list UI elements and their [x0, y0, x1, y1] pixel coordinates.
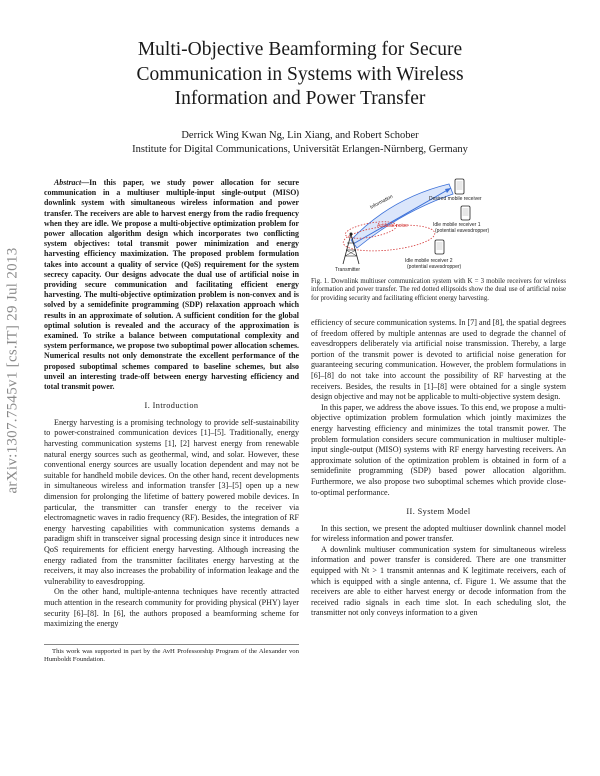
title-line-1: Multi-Objective Beamforming for Secure: [137, 39, 463, 60]
idle-receiver-2-label-2: (potential eavesdropper): [407, 264, 462, 270]
title-line-3: Information and Power Transfer: [174, 88, 426, 109]
right-paragraph-1: efficiency of secure communication systems. In [7] and [8], the spatial degrees of freedom offered by multiple antennas are used to degrade the channel of eavesdroppers deliberately via artificial noise transmission. Thereby, a large portion of the transmit power is devoted to artificial noise generation for guaranteeing securing communication. However, the problem formulations in [6]–[8] do not take into account the possibility of RF harvesting at the receivers. Besides, the results in [1]–[8] were obtained for a single system design objective and may not be applicable to multi-objective system design.: [311, 318, 566, 402]
left-column: [44, 178, 299, 665]
system-diagram: [311, 178, 566, 278]
abstract: [44, 178, 299, 392]
artificial-noise-label: Artificial noise: [377, 223, 408, 229]
idle-receiver-2-label-1: Idle mobile receiver 2: [405, 258, 453, 264]
arxiv-stamp-text: arXiv:1307.7545v1 [cs.IT] 29 Jul 2013: [4, 246, 21, 494]
affiliation: Institute for Digital Communications, Universität Erlangen-Nürnberg, Germany: [132, 144, 468, 155]
idle-receiver-1-label-2: (potential eavesdropper): [435, 228, 490, 234]
arxiv-stamp: [0, 200, 26, 540]
transmitter-label: Transmitter: [335, 267, 361, 273]
abstract-label: Abstract: [54, 178, 82, 187]
desired-receiver-label: Desired mobile receiver: [429, 196, 482, 202]
paper-title: [50, 38, 550, 112]
idle-receiver-2-screen: [437, 242, 443, 250]
section-heading-introduction: I. Introduction: [144, 401, 199, 411]
intro-paragraph-2: On the other hand, multiple-antenna techniques have recently attracted much attention in the research community for providing physical (PHY) layer security [6]–[8]. In [6], the authors proposed a beamforming scheme for maximizing the energy: [44, 587, 299, 629]
figure-1: [311, 178, 566, 278]
right-paragraph-3: In this section, we present the adopted multiuser downlink channel model for wireless information and power transfer.: [311, 523, 566, 544]
footnote: This work was supported in part by the AvH Professorship Program of the Alexander von Humboldt Foundation.: [44, 644, 299, 665]
right-paragraph-2: In this paper, we address the above issues. To this end, we propose a multi-objective optimization problem formulation which jointly maximizes the energy harvesting efficiency and minimizes the total transmit power. The problem formulation considers secure communication in multiuser multiple-input single-output (MISO) systems with RF energy harvesting receivers. An approximate solution of the optimization problem is obtained in form of a semidefinite programming (SDP) based power allocation algorithm. Furthermore, we also propose two suboptimal schemes which provide close-to-optimal performance.: [311, 402, 566, 497]
intro-paragraph-1: Energy harvesting is a promising technology to provide self-sustainability to power-constrained communication devices [1]–[5]. Traditionally, energy harvesting communication systems [1], [2] harvest energy from renewable natural energy sources such as geothermal, wind, and solar. However, these conventional energy sources are usually location dependent and may not be suitable for handheld mobile devices. On the other hand, recent developments in simultaneous wireless and information transfer [3]–[5] open up a new dimension for prolonging the lifetime of battery powered mobile devices. In particular, the transmitter can transfer energy to the receiver via electromagnetic waves in radio frequency (RF). Besides, the integration of RF energy harvesting capabilities with communication systems demands a paradigm shift in transceiver signal processing design since it introduces new QoS requirements for efficient energy harvesting. Although increasing the energy radiated from the transmitter facilitates energy harvesting at the receivers, it may also increases the probability of information leakage and the vulnerability to eavesdropping.: [44, 417, 299, 586]
information-label: Information: [369, 193, 395, 211]
idle-receiver-1-label-1: Idle mobile receiver 1: [433, 222, 481, 228]
author-list: Derrick Wing Kwan Ng, Lin Xiang, and Robert Schober: [181, 130, 419, 141]
desired-receiver-screen: [457, 181, 463, 190]
section-heading-system-model: II. System Model: [406, 507, 471, 517]
right-paragraph-4: A downlink multiuser communication system for simultaneous wireless information and power transfer is considered. There are one transmitter equipped with Nt > 1 transmit antennas and K legitimate receivers, each of which is equipped with a single antenna, cf. Figure 1. We assume that the receivers are able to either harvest energy or decode information from the received radio signals in each time slot. In each scheduling slot, the transmitter not only conveys information to a given: [311, 544, 566, 618]
idle-receiver-1-screen: [463, 208, 469, 216]
title-line-2: Communication in Systems with Wireless: [136, 63, 464, 85]
figure-caption: Fig. 1. Downlink multiuser communication system with K = 3 mobile receivers for wireless information and power transfer. The red dotted ellipsoids show the dual use of artificial noise for providing security and facilitating efficient energy harvesting.: [311, 278, 566, 302]
abstract-text: —In this paper, we study power allocation for secure communication in a multiuser multiple-input single-output (MISO) downlink system with simultaneous wireless information and power transfer. The receivers are able to harvest energy from the radio frequency when they are idle. We propose a multi-objective optimization problem for power allocation algorithm design which incorporates two conflicting system objectives: total transmit power minimization and energy harvesting efficiency maximization. The proposed problem formulation takes into account a quality of service (QoS) requirement for the system secrecy capacity. Our designs advocate the dual use of artificial noise in providing secure communication and facilitating efficient energy harvesting. The multi-objective optimization problem is non-convex and is solved by a semidefinite programming (SDP) relaxation approach which results in an approximate of solution. A sufficient condition for the global optimal solution is revealed and the accuracy of the approximation is examined. To strike a balance between computational complexity and system performance, we propose two suboptimal power allocation schemes. Numerical results not only demonstrate the excellent performance of the proposed suboptimal schemes compared to baseline schemes, but also unveil an interesting trade-off between energy harvesting efficiency and total transmit power.: [44, 178, 299, 392]
right-column: [311, 178, 566, 619]
